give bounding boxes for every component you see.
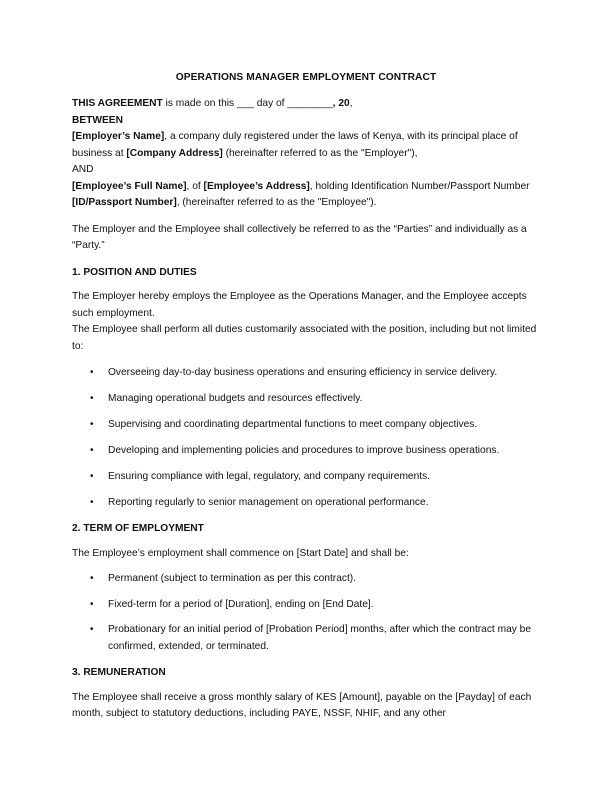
agreement-year: , 20 <box>332 98 350 109</box>
agreement-text: is made on this ___ day of ________ <box>162 98 333 109</box>
section-1-para-2: The Employee shall perform all duties customarily associated with the position, including but not limited to: <box>72 324 537 352</box>
employer-text-1: , a company duly registered under the laws of Kenya, with its principal place of business at <box>72 131 518 159</box>
document-body <box>72 96 544 723</box>
between-label <box>72 113 544 130</box>
term-list <box>72 571 544 655</box>
list-item: • Developing and implementing policies and procedures to improve business operations. <box>72 443 544 460</box>
list-item: • Permanent (subject to termination as per this contract). <box>72 571 544 588</box>
list-item: • Overseeing day-to-day business operations and ensuring efficiency in service delivery. <box>72 365 544 382</box>
employee-paragraph <box>72 179 544 212</box>
employer-paragraph <box>72 129 544 162</box>
employer-name: [Employer’s Name] <box>72 131 165 142</box>
employee-text-2: , holding Identification Number/Passport Number <box>309 180 530 192</box>
section-3-heading: 3. REMUNERATION <box>72 667 166 678</box>
list-item: • Managing operational budgets and resources effectively. <box>72 391 544 408</box>
employee-name: [Employee’s Full Name] <box>72 180 187 192</box>
section-3-para: The Employee shall receive a gross monthly salary of KES [Amount], payable on the [Payday] of each month, subject to statutory deductions, including PAYE, NSSF, NHIF, and any other <box>72 691 532 719</box>
section-2-heading: 2. TERM OF EMPLOYMENT <box>72 523 204 534</box>
company-address: [Company Address] <box>126 147 223 159</box>
section-2-para: The Employee’s employment shall commence on [Start Date] and shall be: <box>72 547 409 559</box>
employee-text-3: , (hereinafter referred to as the "Employee"). <box>176 197 377 208</box>
document-title: OPERATIONS MANAGER EMPLOYMENT CONTRACT <box>175 72 437 83</box>
list-item: • Probationary for an initial period of [Probation Period] months, after which the contract may be confirmed, extended, or terminated. <box>72 622 544 655</box>
parties-paragraph: The Employer and the Employee shall collectively be referred to as the “Parties” and individually as a “Party.” <box>72 223 527 251</box>
and-label: AND <box>72 164 94 175</box>
list-item: • Supervising and coordinating departmental functions to meet company objectives. <box>72 417 544 434</box>
duties-list <box>72 365 544 512</box>
list-item: • Reporting regularly to senior management on operational performance. <box>72 495 544 512</box>
employer-text-2: (hereinafter referred to as the "Employer"), <box>222 147 418 159</box>
agreement-line <box>72 96 544 113</box>
between-text: BETWEEN <box>72 114 123 126</box>
list-item: • Ensuring compliance with legal, regulatory, and company requirements. <box>72 469 544 486</box>
list-item: • Fixed-term for a period of [Duration], ending on [End Date]. <box>72 597 544 614</box>
agreement-year-end: , <box>349 98 353 109</box>
agreement-label: THIS AGREEMENT <box>72 98 163 109</box>
section-1-heading: 1. POSITION AND DUTIES <box>72 266 197 278</box>
id-number: [ID/Passport Number] <box>72 197 177 208</box>
section-1-para-1: The Employer hereby employs the Employee as the Operations Manager, and the Employee accepts such employment. <box>72 291 527 319</box>
employee-text-1: , of <box>186 180 204 192</box>
employee-address: [Employee’s Address] <box>203 180 310 192</box>
